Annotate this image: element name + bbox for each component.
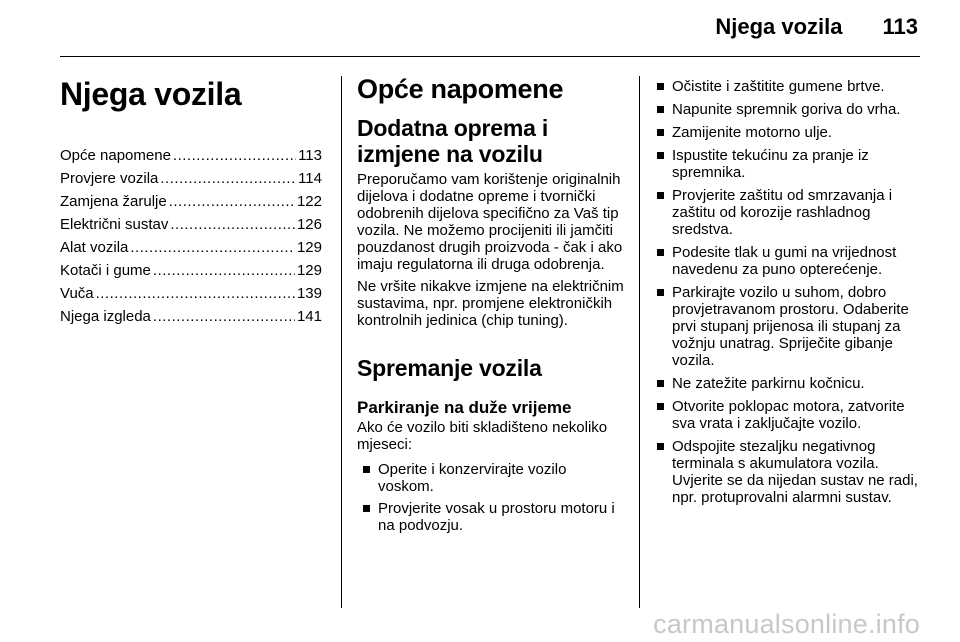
toc-leader — [170, 216, 295, 233]
list-item: Podesite tlak u gumi na vrijednost navedenu za puno opterećenje. — [655, 244, 925, 278]
list-item: Operite i konzervirajte vozilo voskom. — [361, 461, 625, 495]
toc-leader — [96, 285, 295, 302]
list-item: Ne zatežite parkirnu kočnicu. — [655, 375, 925, 392]
list-item: Otvorite poklopac motora, zatvorite sva vrata i zaključajte vozilo. — [655, 398, 925, 432]
toc-page: 114 — [298, 170, 322, 187]
bullet-square-icon — [657, 403, 664, 410]
toc-page: 126 — [296, 216, 322, 233]
toc-leader — [173, 147, 296, 164]
column-divider-2 — [639, 76, 640, 608]
toc-leader — [153, 262, 295, 279]
list-item: Provjerite zaštitu od smrzavanja i zaštitu od korozije rashladnog sredstva. — [655, 187, 925, 238]
table-of-contents — [60, 147, 322, 325]
toc-item[interactable] — [60, 170, 322, 187]
toc-label: Opće napomene — [60, 147, 171, 164]
toc-item[interactable] — [60, 262, 322, 279]
bullet-square-icon — [657, 380, 664, 387]
page-header — [715, 14, 918, 40]
toc-page: 129 — [296, 239, 322, 256]
paragraph: Preporučamo vam korištenje originalnih dijelova i dodatne opreme i tvornički odobrenih dijelova specifično za Vaš tip vozila. Ne možemo procijeniti ili jamčiti pouzdanost drugih proizvoda - čak i ako imaju regulatorna ili druga odobrenja. — [357, 171, 623, 273]
list-item: Provjerite vosak u prostoru motoru i na podvozju. — [361, 500, 625, 534]
bullet-square-icon — [657, 443, 664, 450]
content-column-3 — [655, 78, 925, 512]
bullet-square-icon — [657, 289, 664, 296]
toc-page: 113 — [298, 147, 322, 164]
toc-leader — [130, 239, 295, 256]
storage-intro: Ako će vozilo biti skladišteno nekoliko mjeseci: — [357, 419, 608, 453]
header-title: Njega vozila — [715, 14, 843, 39]
toc-item[interactable] — [60, 308, 322, 325]
bullet-square-icon — [657, 192, 664, 199]
toc-label: Alat vozila — [60, 239, 129, 256]
list-item: Zamijenite motorno ulje. — [655, 124, 925, 141]
subsection-title: Dodatna oprema i izmjene na vozilu — [357, 115, 549, 167]
list-item: Parkirajte vozilo u suhom, dobro provjetravanom prostoru. Odaberite prvi stupanj prijenosa ili stupanj za vožnju unatrag. Spriječite gibanje vozila. — [655, 284, 925, 369]
bullet-square-icon — [363, 466, 370, 473]
toc-page: 139 — [296, 285, 322, 302]
toc-label: Vuča — [60, 285, 94, 302]
toc-page: 122 — [296, 193, 322, 210]
chapter-title: Njega vozila — [60, 76, 242, 112]
list-item: Napunite spremnik goriva do vrha. — [655, 101, 925, 118]
bullet-square-icon — [657, 129, 664, 136]
storage-title: Spremanje vozila — [357, 355, 542, 381]
toc-leader — [169, 193, 295, 210]
list-item: Očistite i zaštitite gumene brtve. — [655, 78, 925, 95]
toc-item[interactable] — [60, 285, 322, 302]
column-divider-1 — [341, 76, 342, 608]
toc-page: 129 — [296, 262, 322, 279]
watermark: carmanualsonline.info — [653, 609, 920, 639]
storage-subtitle: Parkiranje na duže vrijeme — [357, 398, 572, 417]
bullet-list — [655, 78, 925, 506]
toc-item[interactable] — [60, 216, 322, 233]
toc-label: Kotači i gume — [60, 262, 151, 279]
content-column-2 — [357, 66, 625, 539]
toc-leader — [153, 308, 295, 325]
toc-item[interactable] — [60, 239, 322, 256]
bullet-square-icon — [363, 505, 370, 512]
bullet-square-icon — [657, 83, 664, 90]
toc-label: Njega izgleda — [60, 308, 151, 325]
page-number: 113 — [882, 14, 918, 39]
bullet-square-icon — [657, 152, 664, 159]
toc-item[interactable] — [60, 193, 322, 210]
toc-label: Električni sustav — [60, 216, 169, 233]
toc-page: 141 — [296, 308, 322, 325]
toc-leader — [160, 170, 296, 187]
list-item: Ispustite tekućinu za pranje iz spremnika. — [655, 147, 925, 181]
toc-label: Provjere vozila — [60, 170, 159, 187]
toc-item[interactable] — [60, 147, 322, 164]
toc-column — [60, 66, 322, 331]
section-title: Opće napomene — [357, 74, 564, 104]
paragraph: Ne vršite nikakve izmjene na električnim sustavima, npr. promjene elektroničkih kontrolnih jedinica (chip tuning). — [357, 278, 624, 329]
bullet-list — [357, 461, 625, 534]
bullet-square-icon — [657, 249, 664, 256]
header-divider — [60, 56, 920, 57]
toc-label: Zamjena žarulje — [60, 193, 167, 210]
bullet-square-icon — [657, 106, 664, 113]
list-item: Odspojite stezaljku negativnog terminala s akumulatora vozila. Uvjerite se da nijedan sustav ne radi, npr. protuprovalni alarmni sustav. — [655, 438, 925, 506]
